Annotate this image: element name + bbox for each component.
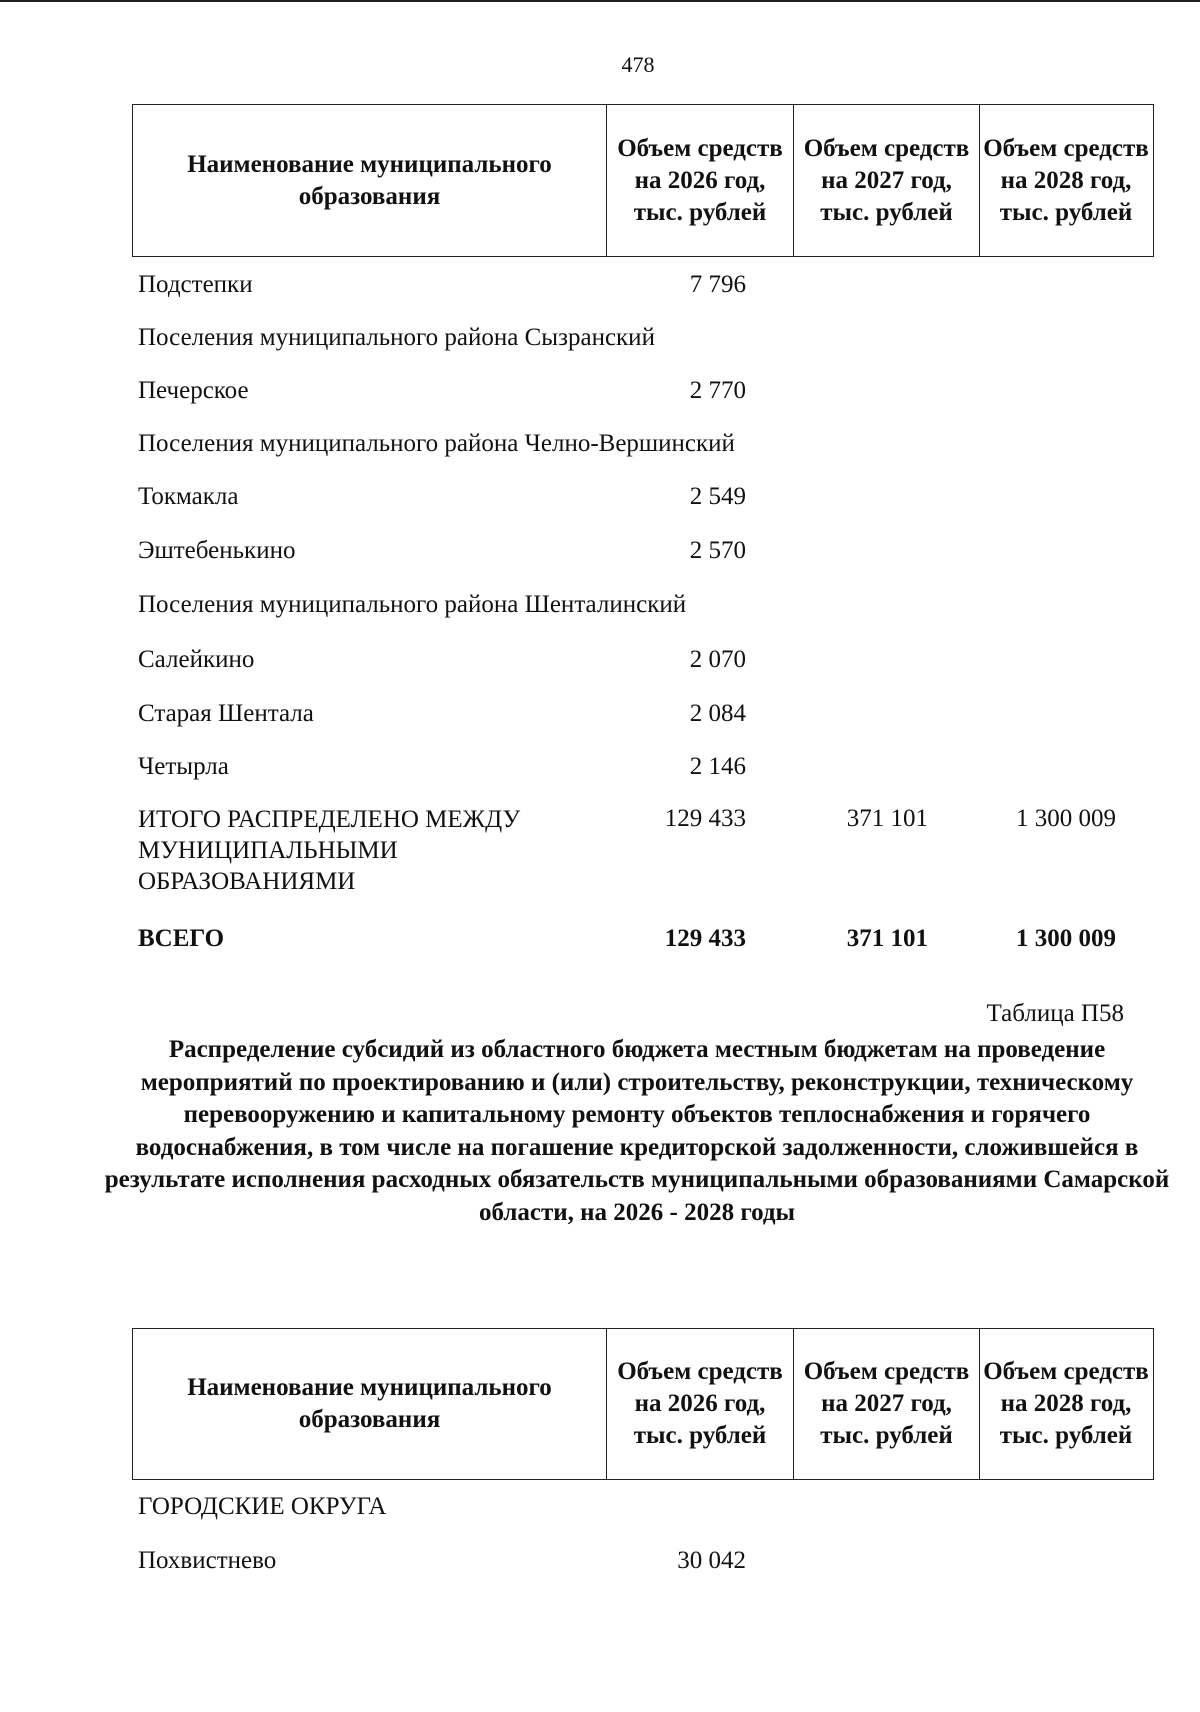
row-name: Салейкино bbox=[138, 646, 255, 673]
distributed-value-2028: 1 300 009 bbox=[1016, 805, 1116, 832]
header-volume-2027: Объем средств на 2027 год, тыс. рублей bbox=[794, 105, 980, 256]
group-name: Поселения муниципального района Сызранский bbox=[138, 324, 655, 351]
top-border-line bbox=[0, 0, 1200, 2]
table-label: Таблица П58 bbox=[986, 1000, 1124, 1027]
row-value-2026: 2 070 bbox=[689, 646, 746, 673]
group-name: Поселения муниципального района Челно-Вершинский bbox=[138, 430, 735, 457]
table-p58 bbox=[132, 1328, 1154, 1574]
group-name: Поселения муниципального района Шенталинский bbox=[138, 591, 687, 618]
row-value-2026: 2 084 bbox=[689, 700, 746, 727]
header-volume-2026: Объем средств на 2026 год, тыс. рублей bbox=[607, 1329, 794, 1479]
group-name: ГОРОДСКИЕ ОКРУГА bbox=[138, 1493, 387, 1520]
grand-total-label: ВСЕГО bbox=[138, 925, 225, 952]
distributed-value-2027: 371 101 bbox=[846, 805, 928, 832]
grand-total-2028: 1 300 009 bbox=[1016, 925, 1116, 952]
table-header bbox=[132, 1328, 1154, 1480]
row-name: Четырла bbox=[138, 753, 229, 780]
row-value-2026: 2 570 bbox=[689, 537, 746, 564]
header-municipality: Наименование муниципального образования bbox=[133, 1329, 607, 1479]
row-value-2026: 7 796 bbox=[689, 271, 746, 298]
row-value-2026: 30 042 bbox=[677, 1547, 746, 1574]
grand-total-2026: 129 433 bbox=[664, 925, 746, 952]
row-name: Подстепки bbox=[138, 271, 253, 298]
header-volume-2028: Объем средств на 2028 год, тыс. рублей bbox=[983, 1358, 1149, 1449]
header-volume-2028: Объем средств на 2028 год, тыс. рублей bbox=[983, 134, 1149, 226]
header-volume-2027: Объем средств на 2027 год, тыс. рублей bbox=[794, 1329, 980, 1479]
distributed-total-label: ИТОГО РАСПРЕДЕЛЕНО МЕЖДУ МУНИЦИПАЛЬНЫМИ ОБРАЗОВАНИЯМИ bbox=[138, 806, 521, 895]
row-value-2026: 2 549 bbox=[689, 483, 746, 510]
row-value-2026: 2 146 bbox=[689, 753, 746, 780]
table-continuation bbox=[132, 104, 1154, 952]
row-name: Токмакла bbox=[138, 483, 239, 510]
header-municipality: Наименование муниципального образования bbox=[133, 105, 607, 256]
distributed-value-2026: 129 433 bbox=[664, 805, 746, 832]
grand-total-2027: 371 101 bbox=[846, 925, 928, 952]
row-name: Похвистнево bbox=[138, 1547, 277, 1574]
row-name: Старая Шентала bbox=[138, 700, 314, 727]
page-number: 478 bbox=[621, 52, 655, 77]
table-title: Распределение субсидий из областного бюджета местным бюджетам на проведение мероприятий по проектированию и (или) строительству, реконструкции, техническому перевооружению и капитальному ремонту объектов теплоснабжения и горячего водоснабжения, в том числе на погашение кредиторской задолженности, сложившейся в результате исполнения расходных обязательств муниципальными образованиями Самарской области, на 2026 - 2028 годы bbox=[104, 1036, 1170, 1226]
header-volume-2026: Объем средств на 2026 год, тыс. рублей bbox=[607, 105, 794, 256]
table-header bbox=[132, 104, 1154, 257]
row-value-2026: 2 770 bbox=[689, 377, 746, 404]
row-name: Печерское bbox=[138, 377, 249, 404]
row-name: Эштебенькино bbox=[138, 537, 296, 564]
